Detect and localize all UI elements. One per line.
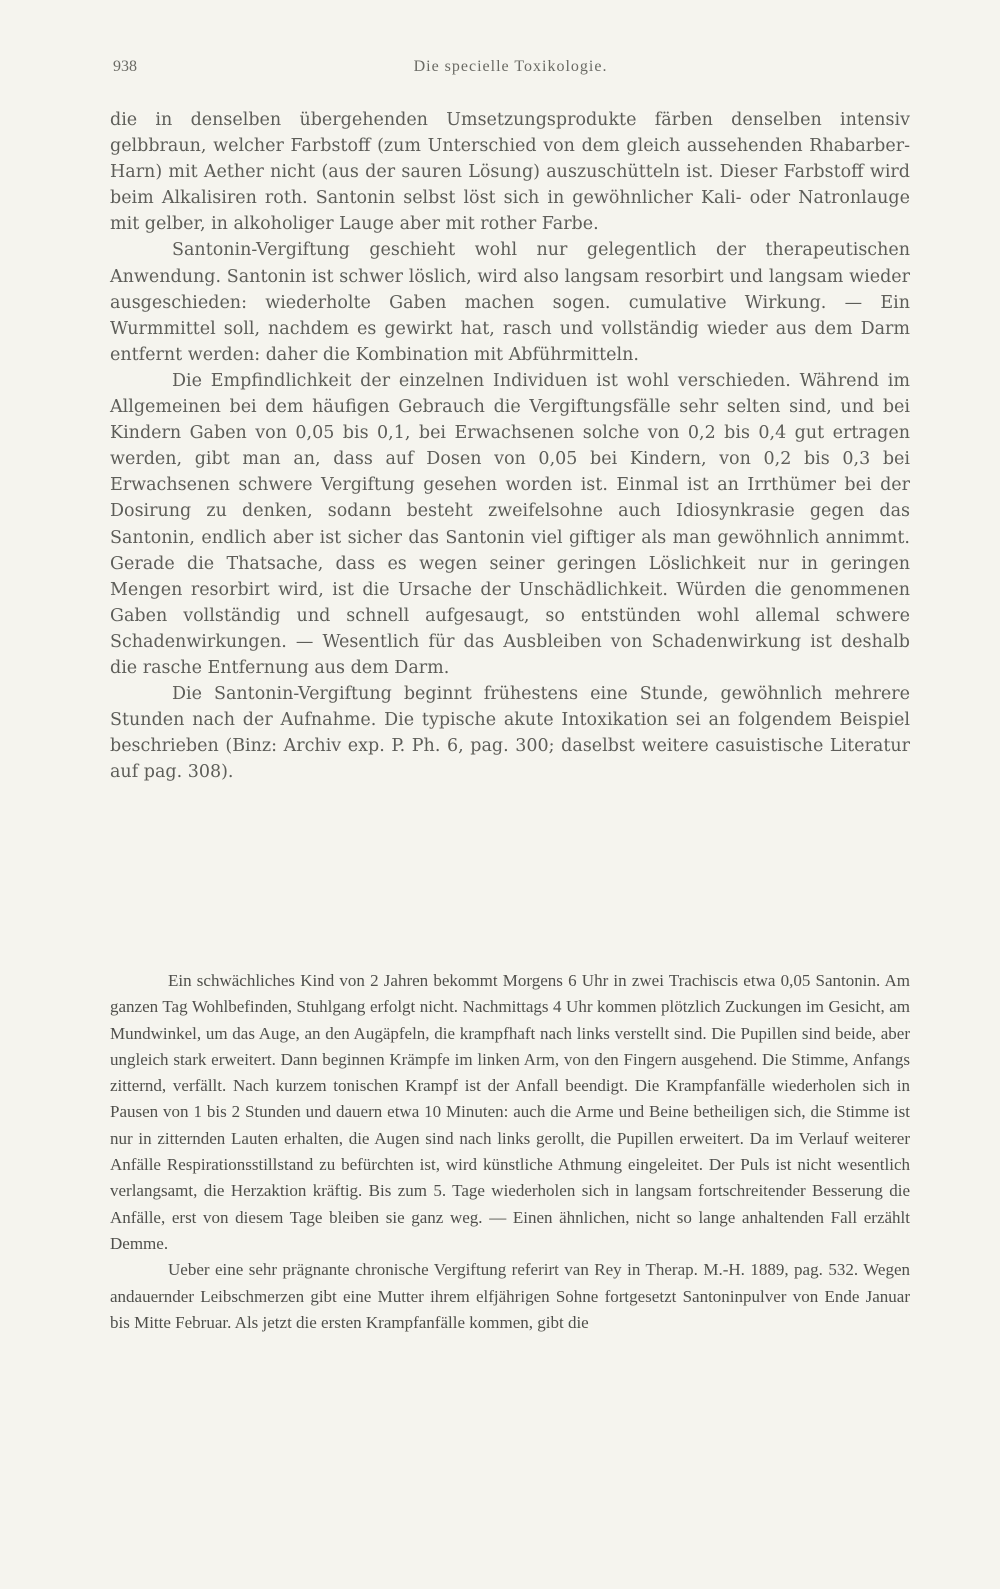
- case-report: [110, 968, 910, 1336]
- paragraph-dye-reaction: die in denselben übergehenden Umsetzungsprodukte färben denselben intensiv gelbbraun, welcher Farbstoff (zum Unterschied von dem gleich aussehenden Rhabarber-Harn) mit Aether nicht (aus der sauren Lösung) auszuschütteln ist. Dieser Farbstoff wird beim Alkalisiren roth. Santonin selbst löst sich in gewöhnlicher Kali- oder Natronlauge mit gelber, in alkoholiger Lauge aber mit rother Farbe.: [110, 110, 910, 235]
- paragraph-therapeutic-use: Santonin-Vergiftung geschieht wohl nur gelegentlich der therapeutischen Anwendung. Santonin ist schwer löslich, wird also langsam resorbirt und langsam wieder ausgeschieden: wiederholte Gaben machen sogen. cumulative Wirkung. — Ein Wurmmittel soll, nachdem es gewirkt hat, rasch und vollständig wieder aus dem Darm entfernt werden: daher die Kombination mit Abführmitteln.: [110, 240, 910, 365]
- running-title: Die specielle Toxikologie.: [413, 58, 608, 75]
- running-header: [113, 58, 908, 84]
- case-paragraph-chronic: Ueber eine sehr prägnante chronische Vergiftung referirt van Rey in Therap. M.-H. 1889, pag. 532. Wegen andauernder Leibschmerzen gibt eine Mutter ihrem elfjährigen Sohne fortgesetzt Santoninpulver von Ende Januar bis Mitte Februar. Als jetzt die ersten Krampfanfälle kommen, gibt die: [110, 1260, 910, 1332]
- page-number: 938: [113, 58, 137, 75]
- paragraph-sensitivity: Die Empfindlichkeit der einzelnen Individuen ist wohl verschieden. Während im Allgemeinen bei dem häufigen Gebrauch die Vergiftungsfälle sehr selten sind, und bei Kindern Gaben von 0,05 bis 0,1, bei Erwachsenen solche von 0,2 bis 0,4 gut ertragen werden, gibt man an, dass auf Dosen von 0,05 bei Kindern, von 0,2 bis 0,3 bei Erwachsenen schwere Vergiftung gesehen worden ist. Einmal ist an Irrthümer bei der Dosirung zu denken, sodann besteht zweifelsohne auch Idiosynkrasie gegen das Santonin, endlich aber ist sicher das Santonin viel giftiger als man gewöhnlich annimmt. Gerade die Thatsache, dass es wegen seiner geringen Löslichkeit nur in geringen Mengen resorbirt wird, ist die Ursache der Unschädlichkeit. Würden die genommenen Gaben vollständig und schnell aufgesaugt, so entstünden wohl allemal schwere Schadenwirkungen. — Wesentlich für das Ausbleiben von Schadenwirkung ist deshalb die rasche Entfernung aus dem Darm.: [110, 370, 910, 678]
- case-paragraph-child: Ein schwächliches Kind von 2 Jahren bekommt Morgens 6 Uhr in zwei Trachiscis etwa 0,05 Santonin. Am ganzen Tag Wohlbefinden, Stuhlgang erfolgt nicht. Nachmittags 4 Uhr kommen plötzlich Zuckungen im Gesicht, am Mundwinkel, um das Auge, an den Augäpfeln, die krampfhaft nach links verstellt sind. Die Pupillen sind beide, aber ungleich stark erweitert. Dann beginnen Krämpfe im linken Arm, von den Fingern ausgehend. Die Stimme, Anfangs zitternd, verfällt. Nach kurzem tonischen Krampf ist der Anfall beendigt. Die Krampfanfälle wiederholen sich in Pausen von 1 bis 2 Stunden und dauern etwa 10 Minuten: auch die Arme und Beine betheiligen sich, die Stimme ist nur in zitternden Lauten erhalten, die Augen sind nach links gerollt, die Pupillen erweitert. Da im Verlauf weiterer Anfälle Respirationsstillstand zu befürchten ist, wird künstliche Athmung eingeleitet. Der Puls ist nicht wesentlich verlangsamt, die Herzaktion kräftig. Bis zum 5. Tage wiederholen sich in langsam fortschreitender Besserung die Anfälle, erst von diesem Tage bleiben sie ganz weg. — Einen ähnlichen, nicht so lange anhaltenden Fall erzählt Demme.: [110, 971, 910, 1253]
- paragraph-onset: Die Santonin-Vergiftung beginnt frühestens eine Stunde, gewöhnlich mehrere Stunden nach der Aufnahme. Die typische akute Intoxikation sei an folgendem Beispiel beschrieben (Binz: Archiv exp. P. Ph. 6, pag. 300; daselbst weitere casuistische Literatur auf pag. 308).: [110, 684, 910, 783]
- main-text: [110, 107, 910, 785]
